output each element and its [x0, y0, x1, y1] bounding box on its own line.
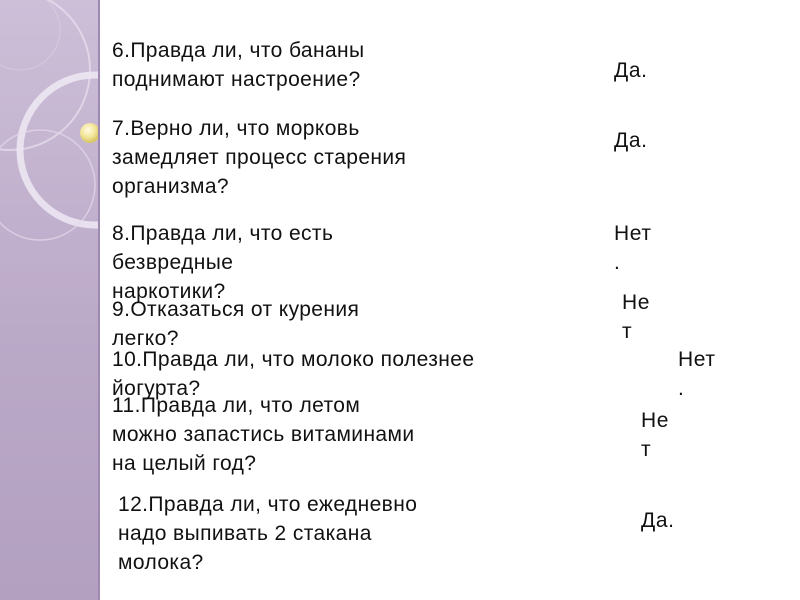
answer-7: Да.: [614, 129, 648, 152]
answer-12: Да.: [641, 509, 675, 532]
answer-9: Не т: [622, 291, 651, 343]
decorative-circles-icon: [0, 0, 98, 600]
sidebar-divider: [98, 0, 100, 600]
question-7: 7.Верно ли, что морковь замедляет процесс старения организма?: [112, 117, 407, 198]
question-10: 10.Правда ли, что молоко полезнее йогурта?: [112, 348, 475, 400]
question-9: 9.Отказаться от курения легко?: [112, 298, 360, 350]
decorative-sidebar: [0, 0, 98, 600]
answer-8: Нет .: [614, 222, 652, 274]
answer-11: Не т: [641, 409, 670, 461]
question-6: 6.Правда ли, что бананы поднимают настроение?: [112, 39, 365, 91]
answer-6: Да.: [614, 59, 648, 82]
answer-10: Нет .: [678, 348, 716, 400]
question-8: 8.Правда ли, что есть безвредные наркотики?: [112, 222, 334, 303]
question-11: 11.Правда ли, что летом можно запастись витаминами на целый год?: [112, 394, 415, 475]
question-12: 12.Правда ли, что ежедневно надо выпивать 2 стакана молока?: [118, 493, 418, 574]
